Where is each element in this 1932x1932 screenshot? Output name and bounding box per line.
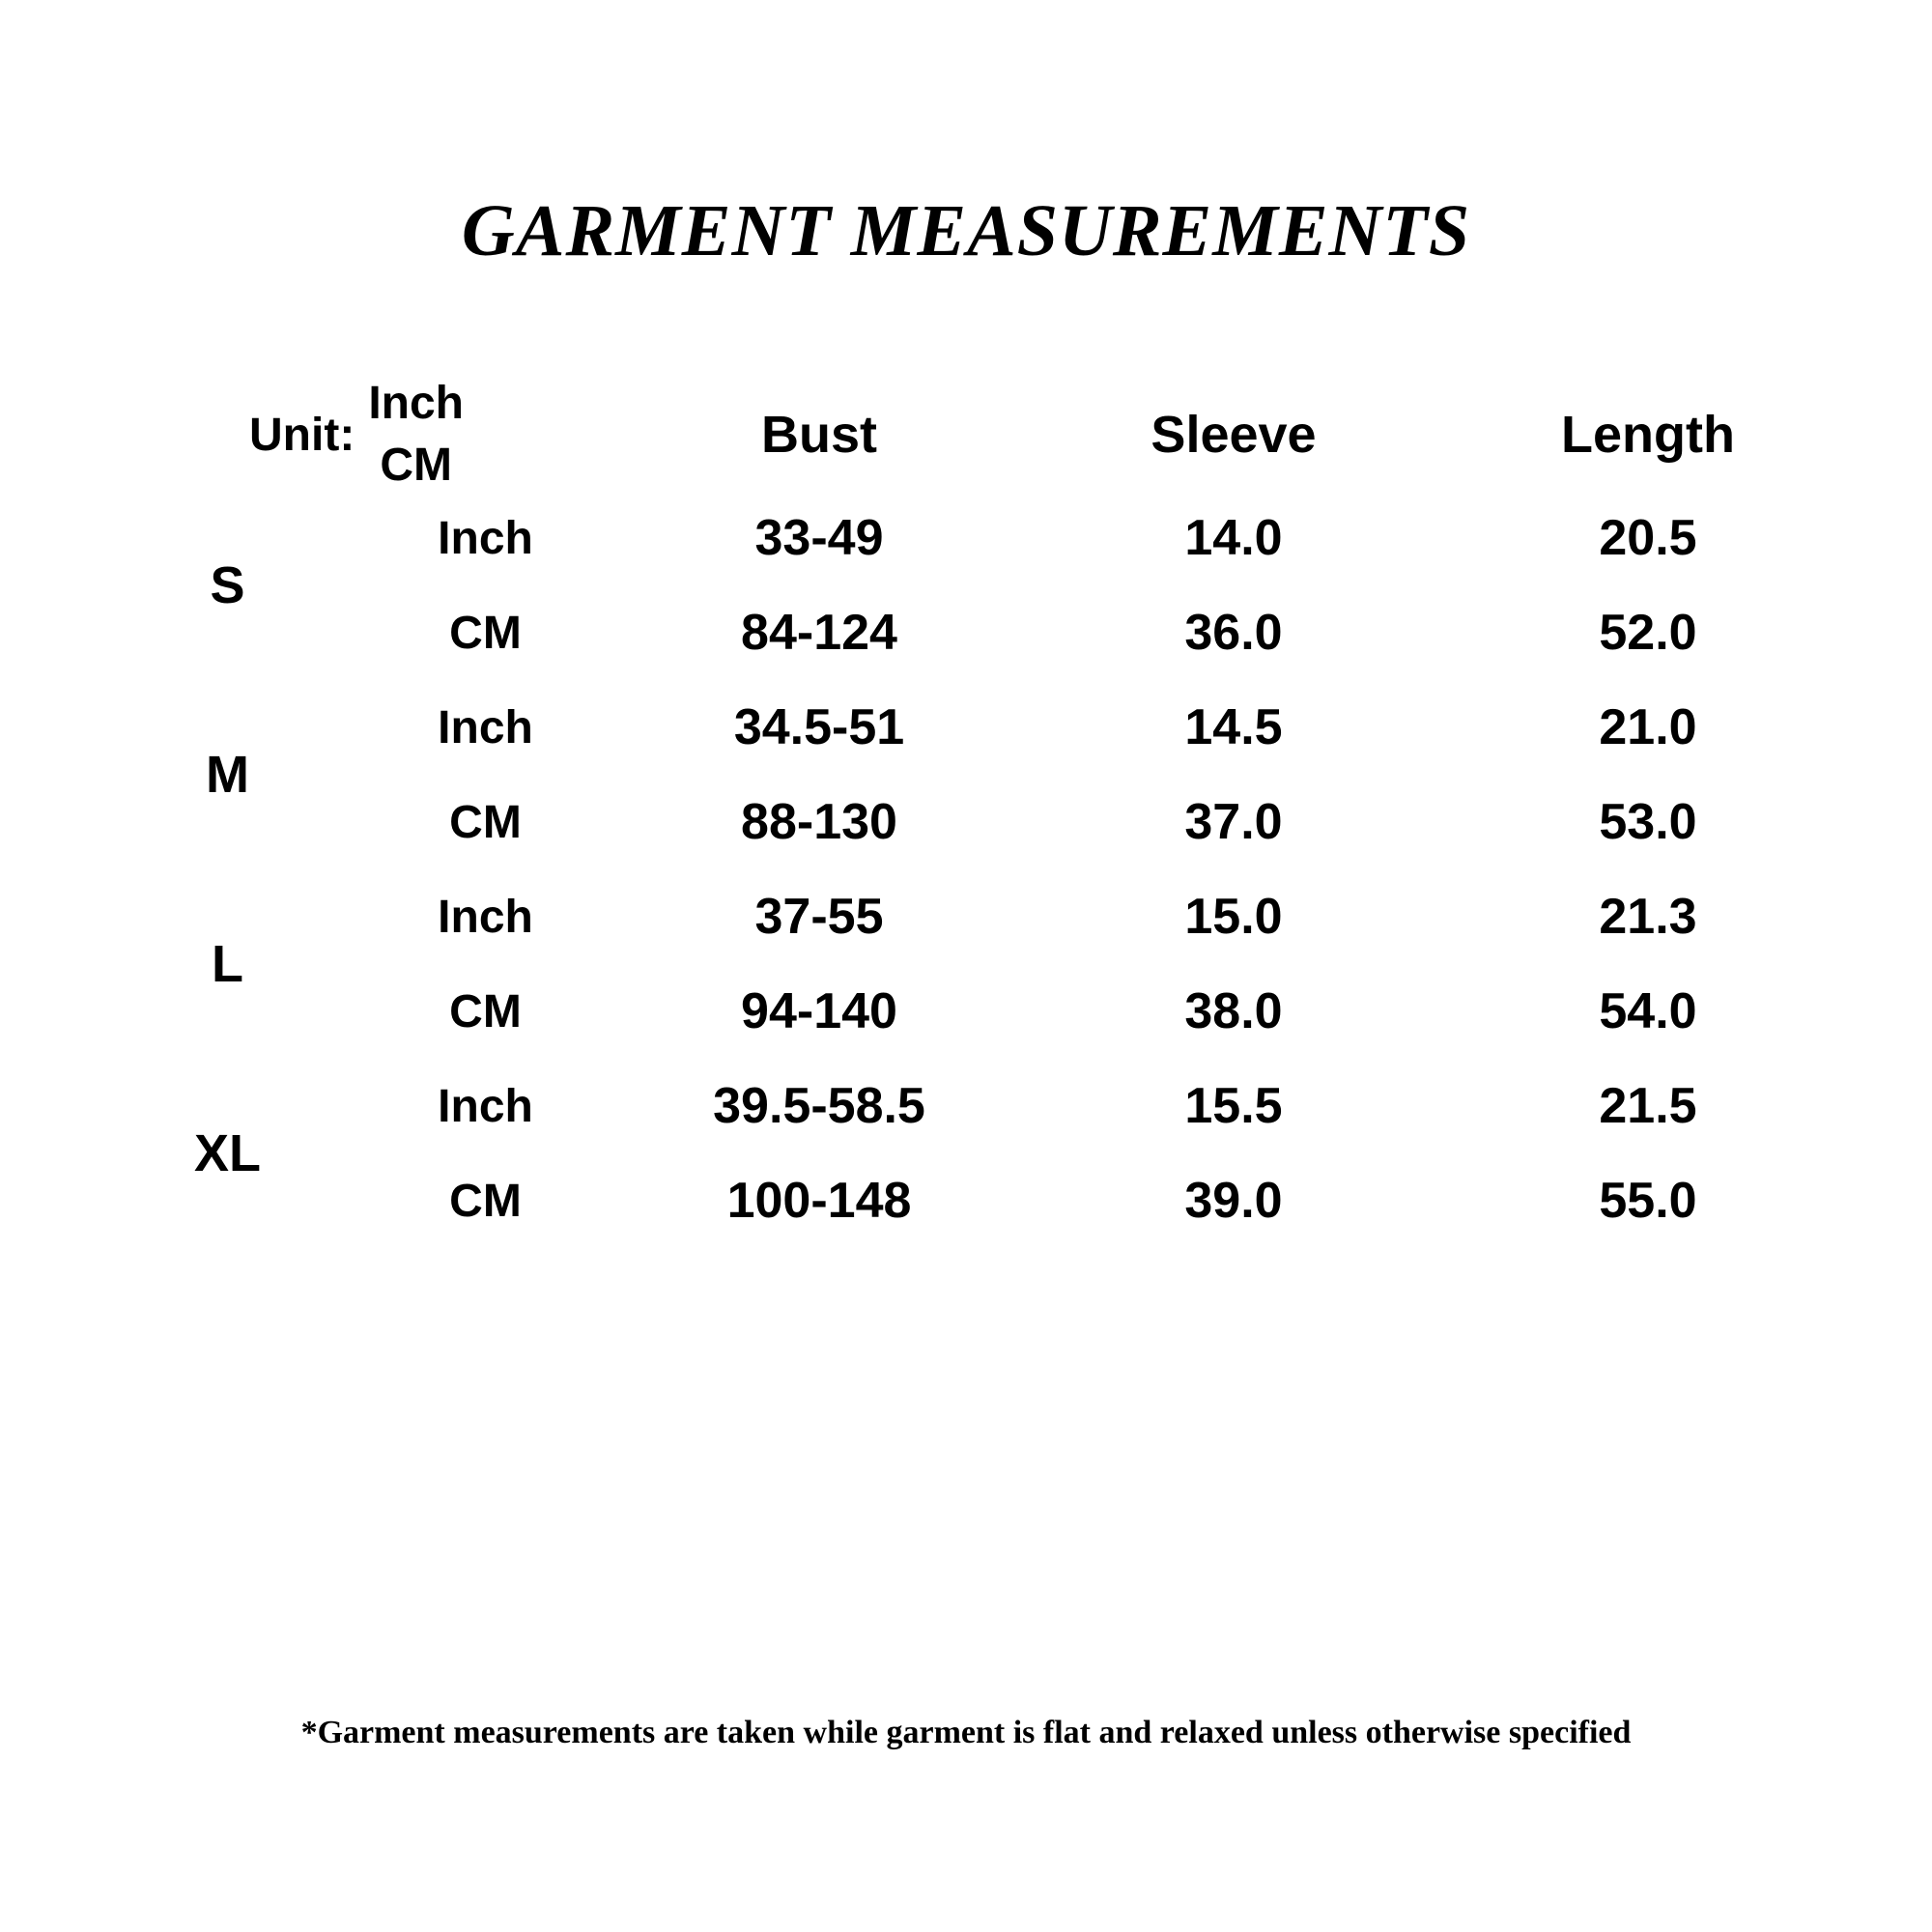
- value-sleeve: 15.5: [1026, 1061, 1441, 1151]
- value-bust: 39.5-58.5: [616, 1061, 1022, 1151]
- value-bust: 34.5-51: [616, 682, 1022, 773]
- value-length: 21.5: [1445, 1061, 1851, 1151]
- value-length: 52.0: [1445, 587, 1851, 678]
- value-sleeve: 37.0: [1026, 777, 1441, 867]
- column-header-length: Length: [1445, 381, 1851, 489]
- value-bust: 84-124: [616, 587, 1022, 678]
- unit-cell-inch: Inch: [358, 1061, 612, 1151]
- size-label-l: L: [100, 871, 355, 1057]
- value-sleeve: 14.5: [1026, 682, 1441, 773]
- footnote: *Garment measurements are taken while garment is flat and relaxed unless otherwise specified: [300, 1715, 1632, 1750]
- table-row: [100, 871, 1851, 962]
- value-sleeve: 38.0: [1026, 966, 1441, 1057]
- measurements-table-wrapper: [97, 377, 1855, 1250]
- value-bust: 88-130: [616, 777, 1022, 867]
- table-row: [100, 682, 1851, 773]
- value-sleeve: 15.0: [1026, 871, 1441, 962]
- table-row: [100, 1155, 1851, 1246]
- table-row: [100, 1061, 1851, 1151]
- value-length: 55.0: [1445, 1155, 1851, 1246]
- table-row: [100, 493, 1851, 583]
- column-header-sleeve: Sleeve: [1026, 381, 1441, 489]
- unit-cell-cm: CM: [358, 1155, 612, 1246]
- value-bust: 37-55: [616, 871, 1022, 962]
- value-length: 53.0: [1445, 777, 1851, 867]
- unit-fraction-denominator: CM: [380, 440, 452, 491]
- column-header-bust: Bust: [616, 381, 1022, 489]
- table-row: [100, 966, 1851, 1057]
- unit-fraction-numerator: Inch: [368, 378, 464, 429]
- measurements-table: [97, 377, 1855, 1250]
- unit-cell-cm: CM: [358, 777, 612, 867]
- size-label-s: S: [100, 493, 355, 678]
- value-bust: 33-49: [616, 493, 1022, 583]
- unit-header-cell: [100, 378, 612, 491]
- value-length: 21.3: [1445, 871, 1851, 962]
- unit-cell-cm: CM: [358, 587, 612, 678]
- unit-fraction-bar: [368, 433, 464, 437]
- value-sleeve: 14.0: [1026, 493, 1441, 583]
- table-header-row: [100, 381, 1851, 489]
- unit-cell-cm: CM: [358, 966, 612, 1057]
- value-length: 54.0: [1445, 966, 1851, 1057]
- unit-fraction: [368, 378, 464, 491]
- table-row: [100, 777, 1851, 867]
- size-label-m: M: [100, 682, 355, 867]
- unit-label: Unit:: [249, 409, 355, 461]
- size-label-xl: XL: [100, 1061, 355, 1246]
- value-bust: 94-140: [616, 966, 1022, 1057]
- page-title: GARMENT MEASUREMENTS: [461, 190, 1471, 271]
- value-sleeve: 36.0: [1026, 587, 1441, 678]
- table-row: [100, 587, 1851, 678]
- unit-cell-inch: Inch: [358, 871, 612, 962]
- value-sleeve: 39.0: [1026, 1155, 1441, 1246]
- value-length: 20.5: [1445, 493, 1851, 583]
- value-bust: 100-148: [616, 1155, 1022, 1246]
- unit-cell-inch: Inch: [358, 493, 612, 583]
- value-length: 21.0: [1445, 682, 1851, 773]
- unit-cell-inch: Inch: [358, 682, 612, 773]
